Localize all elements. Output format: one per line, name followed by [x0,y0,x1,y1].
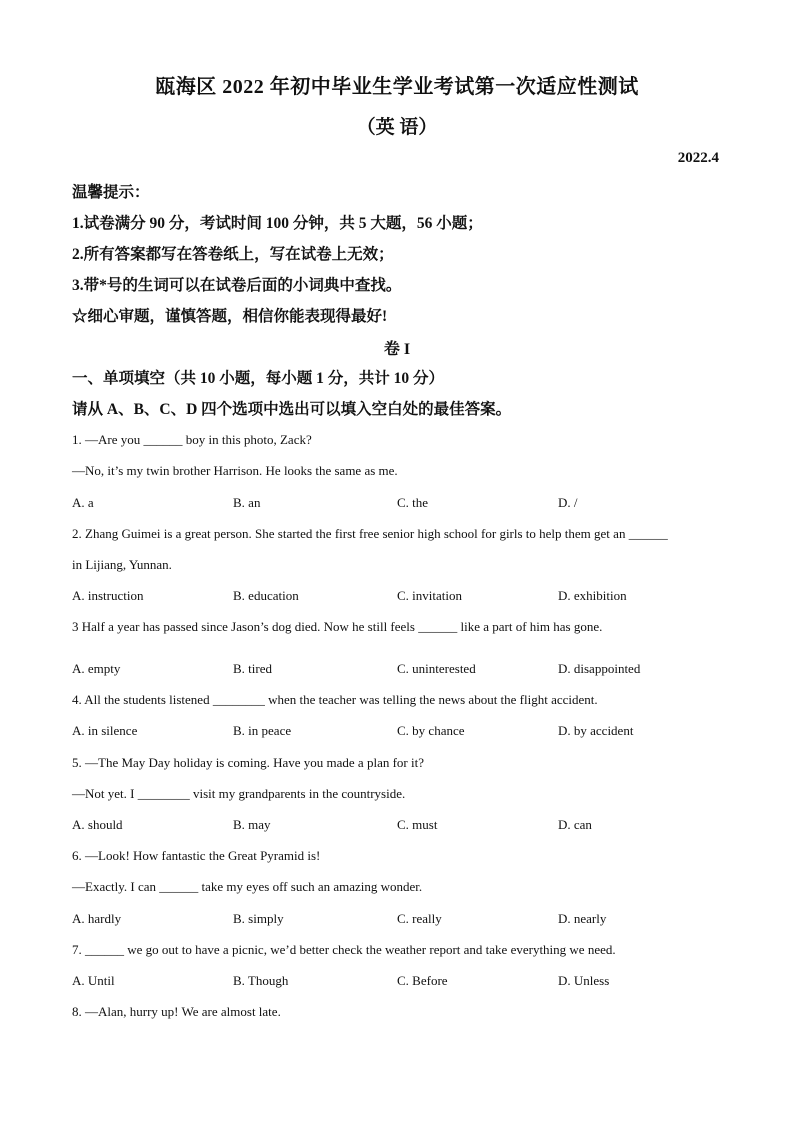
question-6-option-b: B. simply [233,911,284,926]
question-7-option-b: B. Though [233,973,289,988]
section-instruction: 请从 A、B、C、D 四个选项中选出可以填入空白处的最佳答案。 [72,401,512,418]
exam-date: 2022.4 [677,150,719,166]
question-6-option-a: A. hardly [72,911,122,926]
question-1-option-a: A. a [72,495,94,510]
question-2-option-b: B. education [233,588,299,603]
question-1-response: —No, it’s my twin brother Harrison. He looks the same as me. [72,463,398,478]
question-4-option-a: A. in silence [72,723,138,738]
question-5-option-b: B. may [233,817,271,832]
question-2-option-a: A. instruction [72,588,144,603]
question-1-stem: 1. —Are you ______ boy in this photo, Zack? [72,432,312,447]
question-7-stem: 7. ______ we go out to have a picnic, we’d better check the weather report and take everything we need. [72,942,616,957]
question-7-option-a: A. Until [72,973,115,988]
tip-item: ☆细心审题，谨慎答题，相信你能表现得最好! [72,308,388,325]
exam-subject: （英 语） [356,117,438,138]
question-7-option-d: D. Unless [558,973,610,988]
question-3-option-c: C. uninterested [397,661,476,676]
question-4-option-d: D. by accident [558,723,634,738]
section-title: 一、单项填空（共 10 小题，每小题 1 分，共计 10 分） [72,370,445,387]
question-5-response: —Not yet. I ________ visit my grandparents in the countryside. [72,786,406,801]
question-6-option-c: C. really [397,911,442,926]
question-8-stem: 8. —Alan, hurry up! We are almost late. [72,1004,281,1019]
tip-item: 1.试卷满分 90 分，考试时间 100 分钟，共 5 大题，56 小题； [72,215,483,232]
question-2-stem: 2. Zhang Guimei is a great person. She started the first free senior high school for girls to help them get an ______ [72,526,668,541]
question-2-stem-cont: in Lijiang, Yunnan. [72,557,172,572]
tip-item: 3.带*号的生词可以在试卷后面的小词典中查找。 [72,277,402,294]
tips-heading: 温馨提示： [72,184,150,201]
question-2-option-c: C. invitation [397,588,462,603]
question-6-option-d: D. nearly [558,911,607,926]
question-4-option-b: B. in peace [233,723,292,738]
question-4-stem: 4. All the students listened ________ when the teacher was telling the news about the flight accident. [72,692,598,707]
question-5-option-c: C. must [397,817,438,832]
question-5-option-a: A. should [72,817,123,832]
question-3-option-d: D. disappointed [558,661,641,676]
volume-label: 卷 I [383,341,411,358]
question-7-option-c: C. Before [397,973,448,988]
tip-item: 2.所有答案都写在答卷纸上，写在试卷上无效； [72,246,394,263]
question-3-option-a: A. empty [72,661,121,676]
question-1-option-b: B. an [233,495,261,510]
question-3-stem: 3 Half a year has passed since Jason’s dog died. Now he still feels ______ like a part of him has gone. [72,619,603,634]
question-6-stem: 6. —Look! How fantastic the Great Pyramid is! [72,848,321,863]
question-6-response: —Exactly. I can ______ take my eyes off such an amazing wonder. [72,879,423,894]
question-3-option-b: B. tired [233,661,272,676]
exam-title: 瓯海区 2022 年初中毕业生学业考试第一次适应性测试 [155,76,639,98]
question-1-option-c: C. the [397,495,429,510]
question-4-option-c: C. by chance [397,723,465,738]
question-5-stem: 5. —The May Day holiday is coming. Have you made a plan for it? [72,755,424,770]
question-1-option-d: D. / [558,495,578,510]
question-5-option-d: D. can [558,817,592,832]
tips-block [72,180,732,335]
question-2-option-d: D. exhibition [558,588,627,603]
